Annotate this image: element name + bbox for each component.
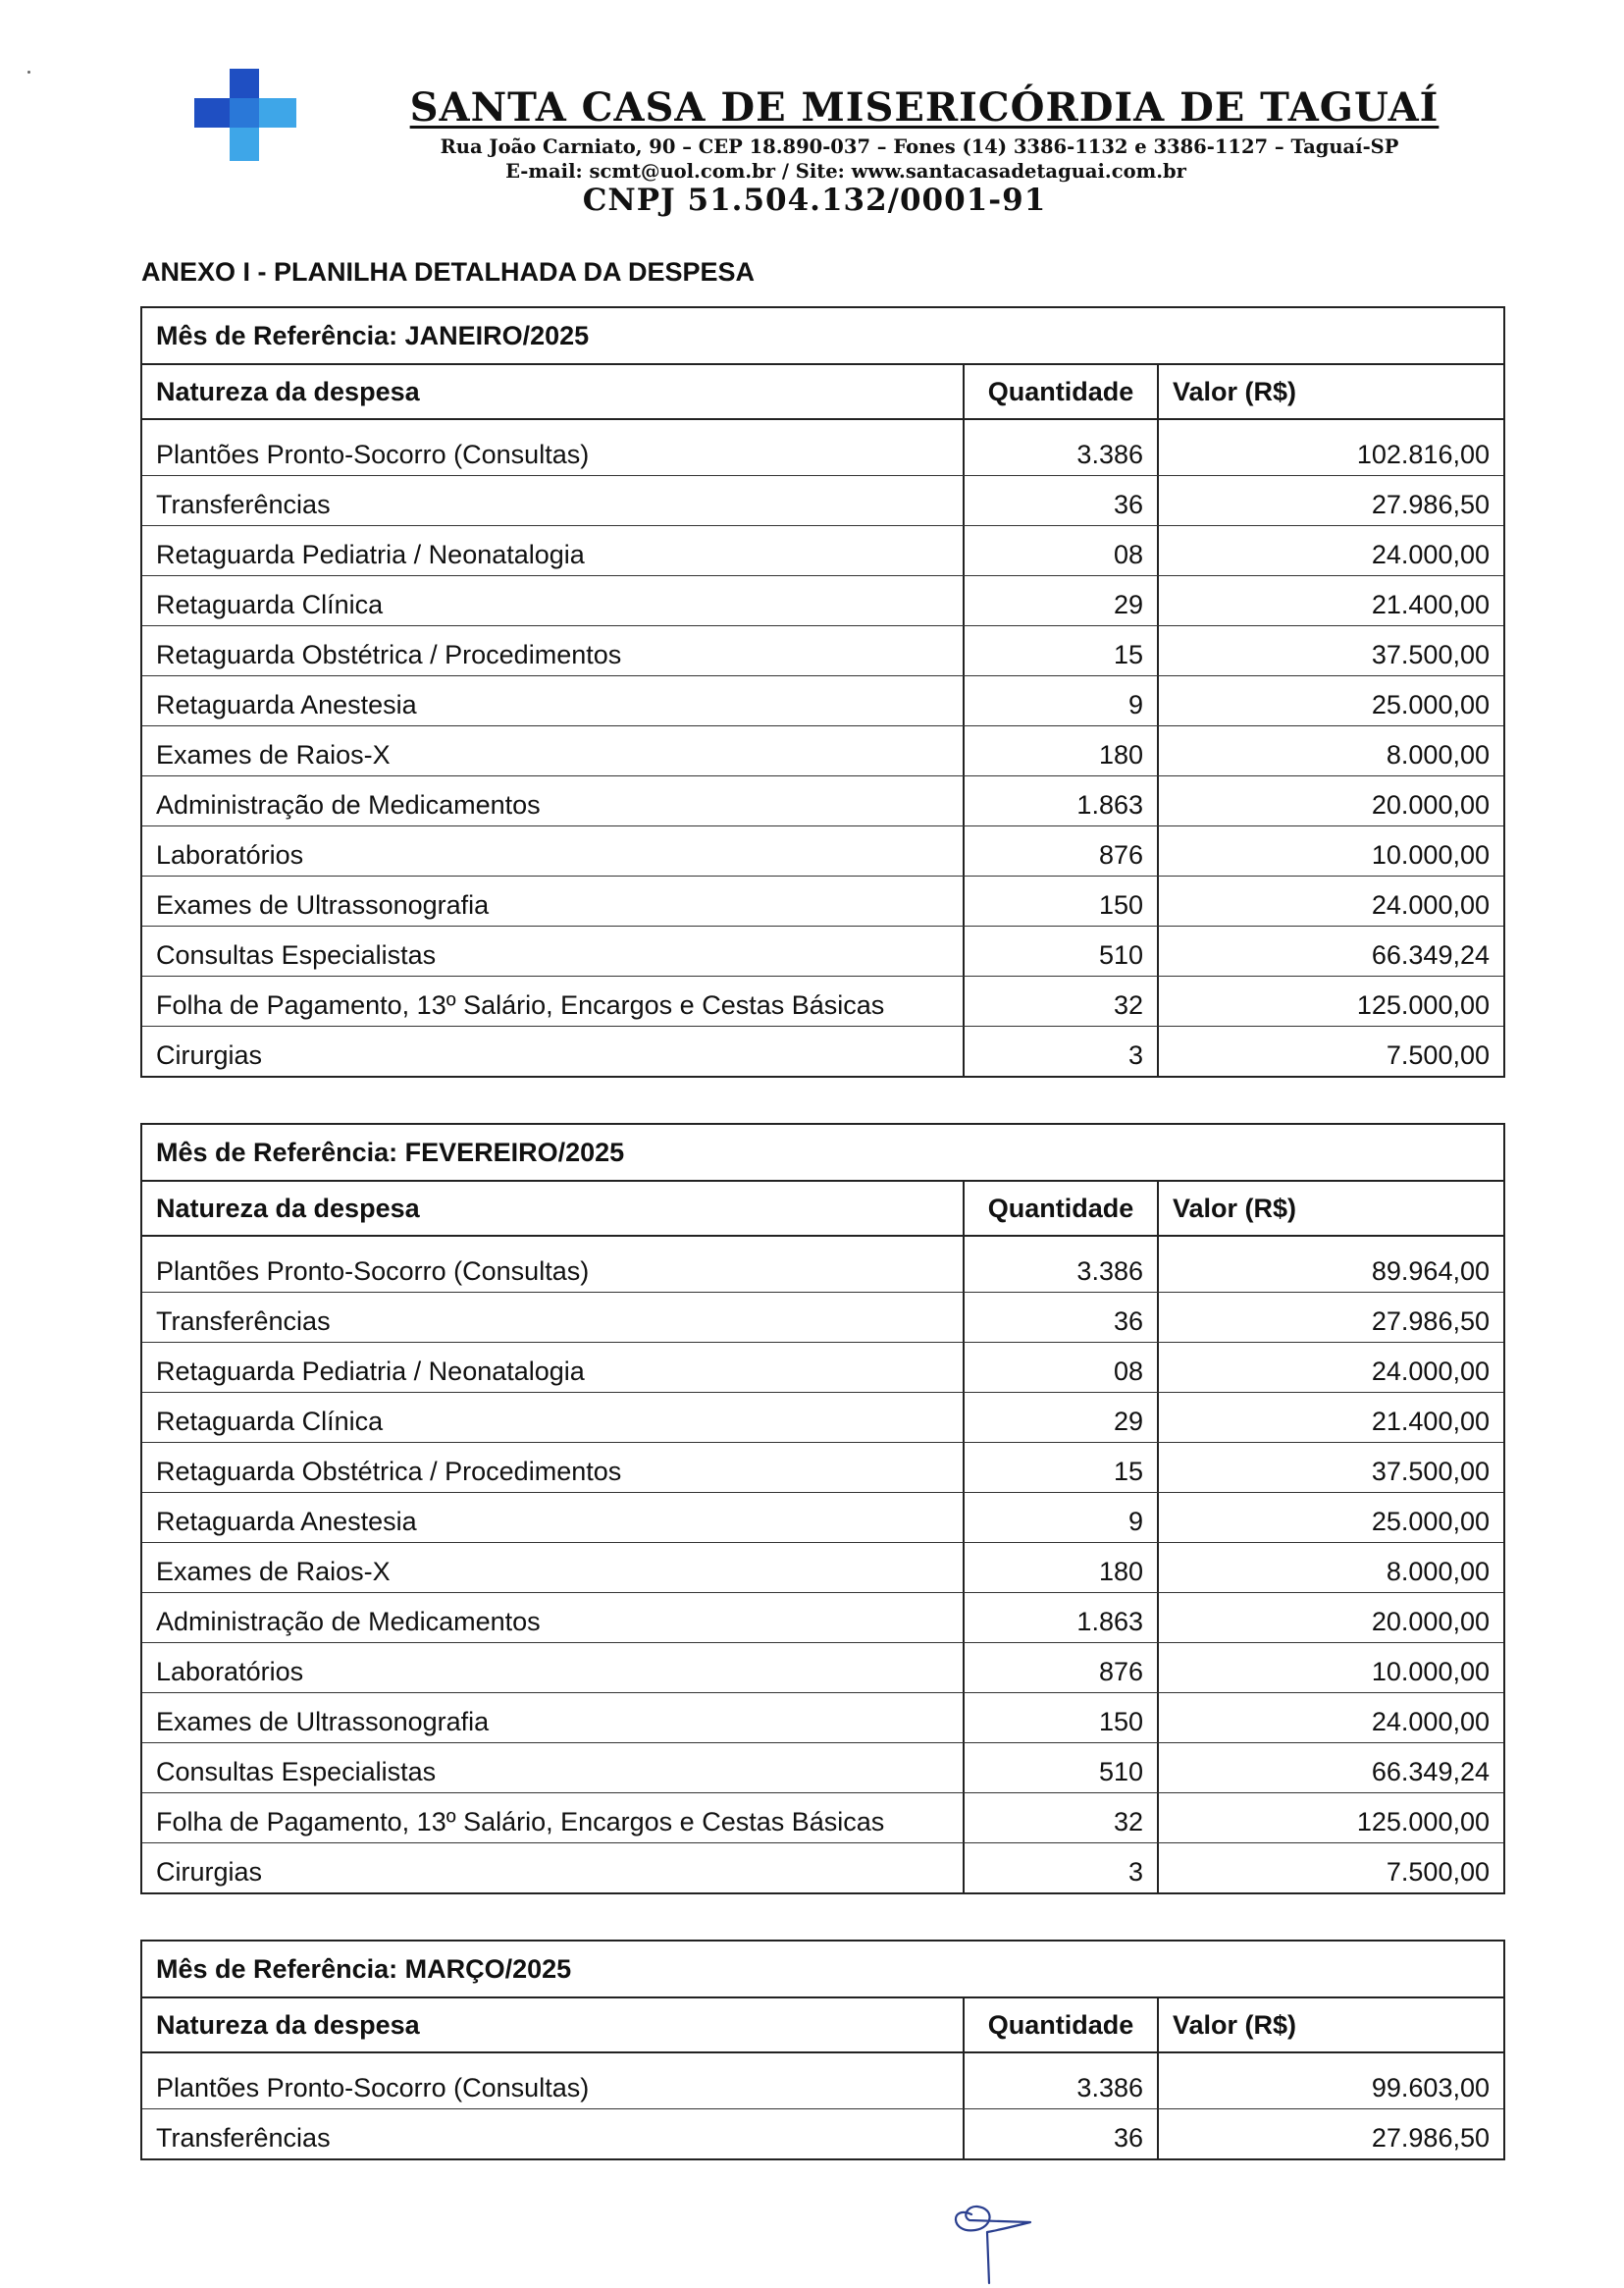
table-row [142,977,1503,1027]
cell-value: 10.000,00 [1371,1657,1490,1686]
cell-quantity: 36 [965,1293,1159,1342]
cell-value: 24.000,00 [1371,1707,1490,1736]
cell-quantity: 876 [965,1643,1159,1692]
month-header: Mês de Referência: MARÇO/2025 [142,1942,1503,1998]
cell-value: 21.400,00 [1371,590,1490,619]
column-header-value: Valor (R$) [1173,2009,1297,2040]
column-header-row [142,1182,1503,1237]
column-header-row [142,1998,1503,2053]
table-row [142,1643,1503,1693]
table-row [142,927,1503,977]
month-table-february [140,1123,1505,1894]
cell-quantity: 3 [965,1843,1159,1892]
cell-quantity: 08 [965,526,1159,575]
table-row [142,826,1503,877]
cell-nature: Administração de Medicamentos [142,1593,965,1642]
column-header-quantity: Quantidade [965,1998,1159,2051]
cell-quantity: 9 [965,676,1159,725]
table-row [142,726,1503,776]
table-row [142,2059,1503,2109]
cell-nature: Exames de Ultrassonografia [142,1693,965,1742]
cell-value: 10.000,00 [1371,840,1490,870]
cell-value: 21.400,00 [1371,1407,1490,1436]
cell-quantity: 32 [965,1793,1159,1842]
column-header-row [142,365,1503,420]
table-row [142,877,1503,927]
cell-nature: Consultas Especialistas [142,927,965,976]
table-row [142,1343,1503,1393]
table-row [142,476,1503,526]
cell-quantity: 180 [965,1543,1159,1592]
cell-value: 24.000,00 [1371,540,1490,569]
cell-quantity: 36 [965,476,1159,525]
table-row [142,1793,1503,1843]
cell-nature: Transferências [142,2109,965,2158]
cell-nature: Plantões Pronto-Socorro (Consultas) [142,2059,965,2108]
cell-value: 102.816,00 [1356,440,1490,469]
month-header: Mês de Referência: FEVEREIRO/2025 [142,1125,1503,1182]
cell-value: 66.349,24 [1371,940,1490,970]
cell-value: 37.500,00 [1371,640,1490,669]
table-row [142,1493,1503,1543]
cell-nature: Folha de Pagamento, 13º Salário, Encargos e Cestas Básicas [142,1793,965,1842]
cell-nature: Retaguarda Pediatria / Neonatalogia [142,526,965,575]
cell-value: 125.000,00 [1356,990,1490,1020]
cell-value: 7.500,00 [1386,1857,1490,1887]
cell-value: 99.603,00 [1371,2073,1490,2102]
column-header-quantity: Quantidade [965,1182,1159,1235]
table-row [142,776,1503,826]
cell-quantity: 36 [965,2109,1159,2158]
column-header-quantity: Quantidade [965,365,1159,418]
cell-value: 20.000,00 [1371,790,1490,820]
cell-nature: Exames de Ultrassonografia [142,877,965,926]
cell-quantity: 15 [965,1443,1159,1492]
table-row [142,626,1503,676]
cell-nature: Administração de Medicamentos [142,776,965,825]
handwritten-initials-icon [942,2187,1050,2285]
table-row [142,426,1503,476]
cell-quantity: 3.386 [965,2059,1159,2108]
cell-nature: Retaguarda Clínica [142,576,965,625]
cell-nature: Cirurgias [142,1843,965,1892]
cell-value: 27.986,50 [1371,1306,1490,1336]
table-row [142,1593,1503,1643]
cell-quantity: 29 [965,576,1159,625]
cell-nature: Plantões Pronto-Socorro (Consultas) [142,426,965,475]
column-header-nature: Natureza da despesa [142,365,965,418]
cell-quantity: 08 [965,1343,1159,1392]
column-header-value: Valor (R$) [1173,1193,1297,1223]
cell-value: 89.964,00 [1371,1256,1490,1286]
table-row [142,1393,1503,1443]
cell-nature: Cirurgias [142,1027,965,1076]
cell-value: 8.000,00 [1386,1557,1490,1586]
organization-contact: E-mail: scmt@uol.com.br / Site: www.santacasadetaguai.com.br [505,160,1186,183]
cell-value: 25.000,00 [1371,1507,1490,1536]
table-row [142,1543,1503,1593]
table-row [142,2109,1503,2158]
column-header-nature: Natureza da despesa [142,1998,965,2051]
cell-quantity: 29 [965,1393,1159,1442]
cell-value: 24.000,00 [1371,890,1490,920]
organization-address: Rua João Carniato, 90 – CEP 18.890-037 – Fones (14) 3386-1132 e 3386-1127 – Taguaí-SP [440,135,1399,158]
organization-cnpj: CNPJ 51.504.132/0001-91 [582,183,1047,218]
table-row [142,1443,1503,1493]
cell-quantity: 510 [965,927,1159,976]
cell-nature: Retaguarda Pediatria / Neonatalogia [142,1343,965,1392]
cell-quantity: 3 [965,1027,1159,1076]
cell-nature: Exames de Raios-X [142,726,965,775]
table-row [142,1743,1503,1793]
table-row [142,1843,1503,1892]
cell-nature: Folha de Pagamento, 13º Salário, Encargos e Cestas Básicas [142,977,965,1026]
document-title: ANEXO I - PLANILHA DETALHADA DA DESPESA [141,257,756,287]
cell-value: 125.000,00 [1356,1807,1490,1836]
cell-quantity: 9 [965,1493,1159,1542]
cell-nature: Retaguarda Obstétrica / Procedimentos [142,626,965,675]
cell-quantity: 32 [965,977,1159,1026]
cell-value: 37.500,00 [1371,1457,1490,1486]
cell-quantity: 150 [965,1693,1159,1742]
cell-value: 25.000,00 [1371,690,1490,719]
cell-value: 27.986,50 [1371,2123,1490,2153]
cell-quantity: 15 [965,626,1159,675]
cell-nature: Laboratórios [142,1643,965,1692]
cell-quantity: 510 [965,1743,1159,1792]
month-header: Mês de Referência: JANEIRO/2025 [142,308,1503,365]
cell-quantity: 1.863 [965,776,1159,825]
month-table-january [140,306,1505,1078]
table-row [142,1693,1503,1743]
cell-quantity: 180 [965,726,1159,775]
scan-speck [27,71,30,74]
cell-value: 8.000,00 [1386,740,1490,770]
cell-value: 20.000,00 [1371,1607,1490,1636]
cell-nature: Retaguarda Anestesia [142,676,965,725]
cell-nature: Transferências [142,1293,965,1342]
cell-quantity: 150 [965,877,1159,926]
table-row [142,676,1503,726]
cell-quantity: 876 [965,826,1159,876]
cell-value: 7.500,00 [1386,1040,1490,1070]
cell-quantity: 3.386 [965,1243,1159,1292]
table-row [142,576,1503,626]
cell-nature: Consultas Especialistas [142,1743,965,1792]
cell-nature: Retaguarda Obstétrica / Procedimentos [142,1443,965,1492]
cell-value: 27.986,50 [1371,490,1490,519]
cell-nature: Exames de Raios-X [142,1543,965,1592]
cell-nature: Laboratórios [142,826,965,876]
table-row [142,1243,1503,1293]
table-row [142,1027,1503,1076]
cell-value: 24.000,00 [1371,1357,1490,1386]
column-header-nature: Natureza da despesa [142,1182,965,1235]
cell-value: 66.349,24 [1371,1757,1490,1786]
cell-nature: Retaguarda Clínica [142,1393,965,1442]
cell-nature: Plantões Pronto-Socorro (Consultas) [142,1243,965,1292]
cell-nature: Retaguarda Anestesia [142,1493,965,1542]
table-row [142,1293,1503,1343]
cell-quantity: 1.863 [965,1593,1159,1642]
cell-nature: Transferências [142,476,965,525]
month-table-march [140,1940,1505,2160]
column-header-value: Valor (R$) [1173,376,1297,406]
table-row [142,526,1503,576]
blue-cross-logo-icon [194,69,296,161]
cell-quantity: 3.386 [965,426,1159,475]
organization-name: SANTA CASA DE MISERICÓRDIA DE TAGUAÍ [409,84,1440,131]
